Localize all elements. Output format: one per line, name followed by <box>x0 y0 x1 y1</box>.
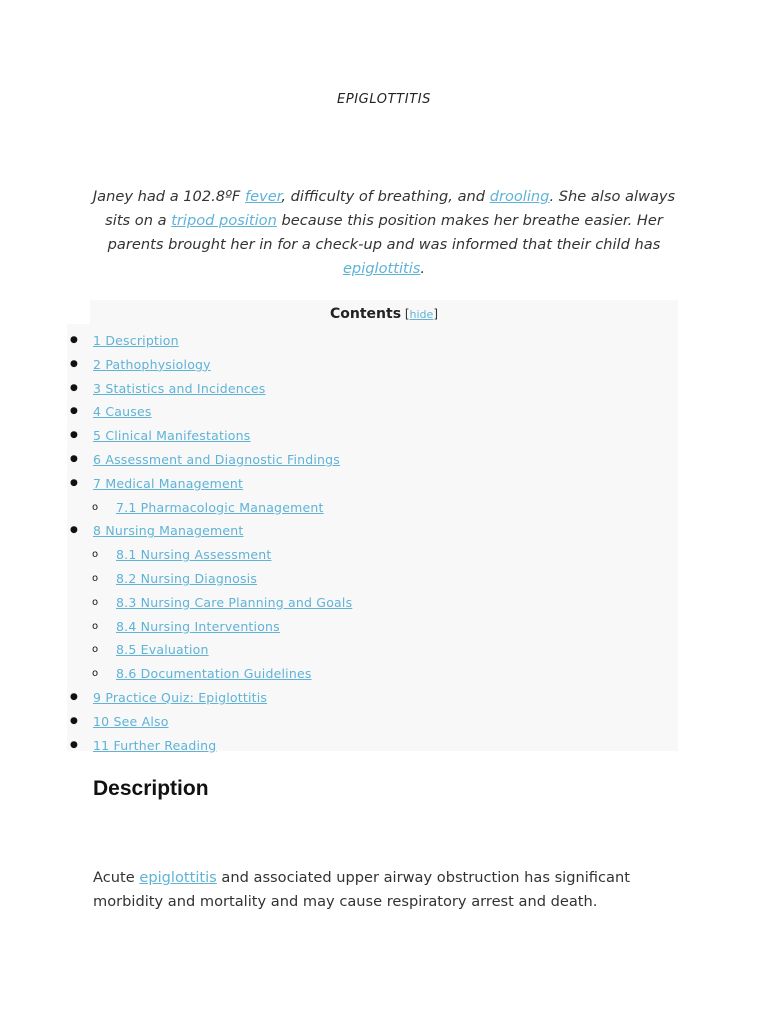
toc-list <box>0 329 768 757</box>
toc-hide-toggle[interactable]: hide <box>409 308 434 321</box>
toc-label: Medical Management <box>101 475 244 491</box>
toc-link[interactable] <box>93 472 243 496</box>
toc-number: 6 <box>93 451 102 467</box>
toc-label: Nursing Care Planning and Goals <box>136 594 353 610</box>
toc-number: 7.1 <box>116 499 137 515</box>
disc-bullet-icon: ● <box>70 525 79 536</box>
tripod-position-link[interactable]: tripod position <box>171 212 277 229</box>
toc-item <box>0 329 768 353</box>
toc-item <box>0 615 768 639</box>
toc-item <box>0 472 768 496</box>
toc-number: 3 <box>93 380 102 396</box>
toc-number: 7 <box>93 475 102 491</box>
toc-link[interactable] <box>93 400 152 424</box>
toc-item <box>0 543 768 567</box>
toc-item <box>0 734 768 758</box>
toc-label: See Also <box>109 713 169 729</box>
toc-link[interactable] <box>93 519 244 543</box>
section-heading-description: Description <box>93 777 209 800</box>
toc-header <box>90 306 678 322</box>
disc-bullet-icon: ● <box>70 358 79 369</box>
disc-bullet-icon: ● <box>70 335 79 345</box>
toc-number: 10 <box>93 713 110 729</box>
circle-bullet-icon: o <box>92 620 99 632</box>
toc-number: 8.6 <box>116 666 137 682</box>
toc-heading: Contents <box>329 306 402 322</box>
toc-link[interactable] <box>93 377 266 401</box>
disc-bullet-icon: ● <box>70 406 79 417</box>
toc-label: Clinical Manifestations <box>101 428 251 444</box>
toc-item <box>0 710 768 734</box>
toc-link[interactable] <box>116 591 352 615</box>
circle-bullet-icon: o <box>92 549 99 561</box>
description-paragraph <box>93 866 673 914</box>
toc-label: Causes <box>101 404 152 420</box>
toc-bracket-open: [ <box>401 307 410 321</box>
toc-label: Statistics and Incidences <box>101 380 266 396</box>
toc-item <box>0 686 768 710</box>
fever-link[interactable]: fever <box>244 188 282 205</box>
toc-item <box>0 567 768 591</box>
disc-bullet-icon: ● <box>70 477 79 488</box>
toc-number: 8.1 <box>116 547 137 563</box>
toc-item <box>0 496 768 520</box>
toc-link[interactable] <box>93 353 211 377</box>
toc-link[interactable] <box>116 567 257 591</box>
toc-label: Nursing Management <box>101 523 244 539</box>
toc-item <box>0 638 768 662</box>
toc-label: Assessment and Diagnostic Findings <box>101 451 341 467</box>
toc-label: Nursing Diagnosis <box>136 570 258 586</box>
disc-bullet-icon: ● <box>70 691 79 702</box>
toc-label: Pharmacologic Management <box>136 499 324 515</box>
toc-item <box>0 519 768 543</box>
intro-text-4: because this position makes her breathe easier. Her parents brought her in for a check-up and was informed that their child has <box>107 212 663 253</box>
description-text-2: and associated upper airway obstruction has significant morbidity and mortality and may cause respiratory arrest and death. <box>93 869 630 910</box>
toc-link[interactable] <box>93 424 250 448</box>
toc-link[interactable] <box>116 496 324 520</box>
toc-label: Nursing Assessment <box>136 547 272 563</box>
toc-number: 11 <box>93 737 110 753</box>
toc-number: 8.3 <box>116 594 137 610</box>
toc-number: 8.2 <box>116 570 137 586</box>
toc-label: Documentation Guidelines <box>136 666 312 682</box>
intro-text-1: Janey had a 102.8ºF <box>92 188 245 205</box>
epiglottitis-link-2[interactable]: epiglottitis <box>139 869 217 886</box>
intro-text-2: , difficulty of breathing, and <box>281 188 490 205</box>
toc-number: 9 <box>93 689 102 705</box>
disc-bullet-icon: ● <box>70 739 79 750</box>
toc-label: Pathophysiology <box>101 356 211 372</box>
toc-link[interactable] <box>93 329 179 353</box>
toc-link[interactable] <box>116 543 271 567</box>
toc-item <box>0 424 768 448</box>
toc-number: 4 <box>93 404 102 420</box>
toc-bracket-close: ] <box>433 307 438 321</box>
page-title: EPIGLOTTITIS <box>337 92 431 107</box>
toc-label: Nursing Interventions <box>136 618 280 634</box>
toc-link[interactable] <box>116 615 280 639</box>
disc-bullet-icon: ● <box>70 382 79 393</box>
toc-link[interactable] <box>116 638 209 662</box>
toc-item <box>0 353 768 377</box>
circle-bullet-icon: o <box>92 668 99 680</box>
toc-link[interactable] <box>116 662 312 686</box>
toc-label: Evaluation <box>136 642 209 658</box>
toc-number: 8 <box>93 523 102 539</box>
toc-item <box>0 448 768 472</box>
disc-bullet-icon: ● <box>70 430 79 441</box>
disc-bullet-icon: ● <box>70 453 79 464</box>
intro-paragraph <box>88 185 680 281</box>
toc-link[interactable] <box>93 448 340 472</box>
toc-number: 8.5 <box>116 642 137 658</box>
circle-bullet-icon: o <box>92 501 99 513</box>
toc-number: 8.4 <box>116 618 137 634</box>
epiglottitis-link[interactable]: epiglottitis <box>342 260 421 277</box>
toc-link[interactable] <box>93 686 267 710</box>
disc-bullet-icon: ● <box>70 715 79 726</box>
intro-text-5: . <box>420 260 426 277</box>
toc-number: 1 <box>93 333 102 348</box>
toc-item <box>0 400 768 424</box>
description-text-1: Acute <box>93 869 140 886</box>
toc-number: 5 <box>93 428 102 444</box>
toc-item <box>0 662 768 686</box>
toc-label: Description <box>101 333 179 348</box>
toc-link[interactable] <box>93 710 169 734</box>
toc-item <box>0 591 768 615</box>
circle-bullet-icon: o <box>92 572 99 584</box>
toc-label: Further Reading <box>109 737 217 753</box>
intro-text-3: . She also always sits on a <box>105 188 676 229</box>
toc-label: Practice Quiz: Epiglottitis <box>101 689 268 705</box>
circle-bullet-icon: o <box>92 644 99 656</box>
toc-link[interactable] <box>93 734 216 758</box>
toc-item <box>0 377 768 401</box>
circle-bullet-icon: o <box>92 596 99 608</box>
drooling-link[interactable]: drooling <box>489 188 550 205</box>
toc-number: 2 <box>93 356 102 372</box>
